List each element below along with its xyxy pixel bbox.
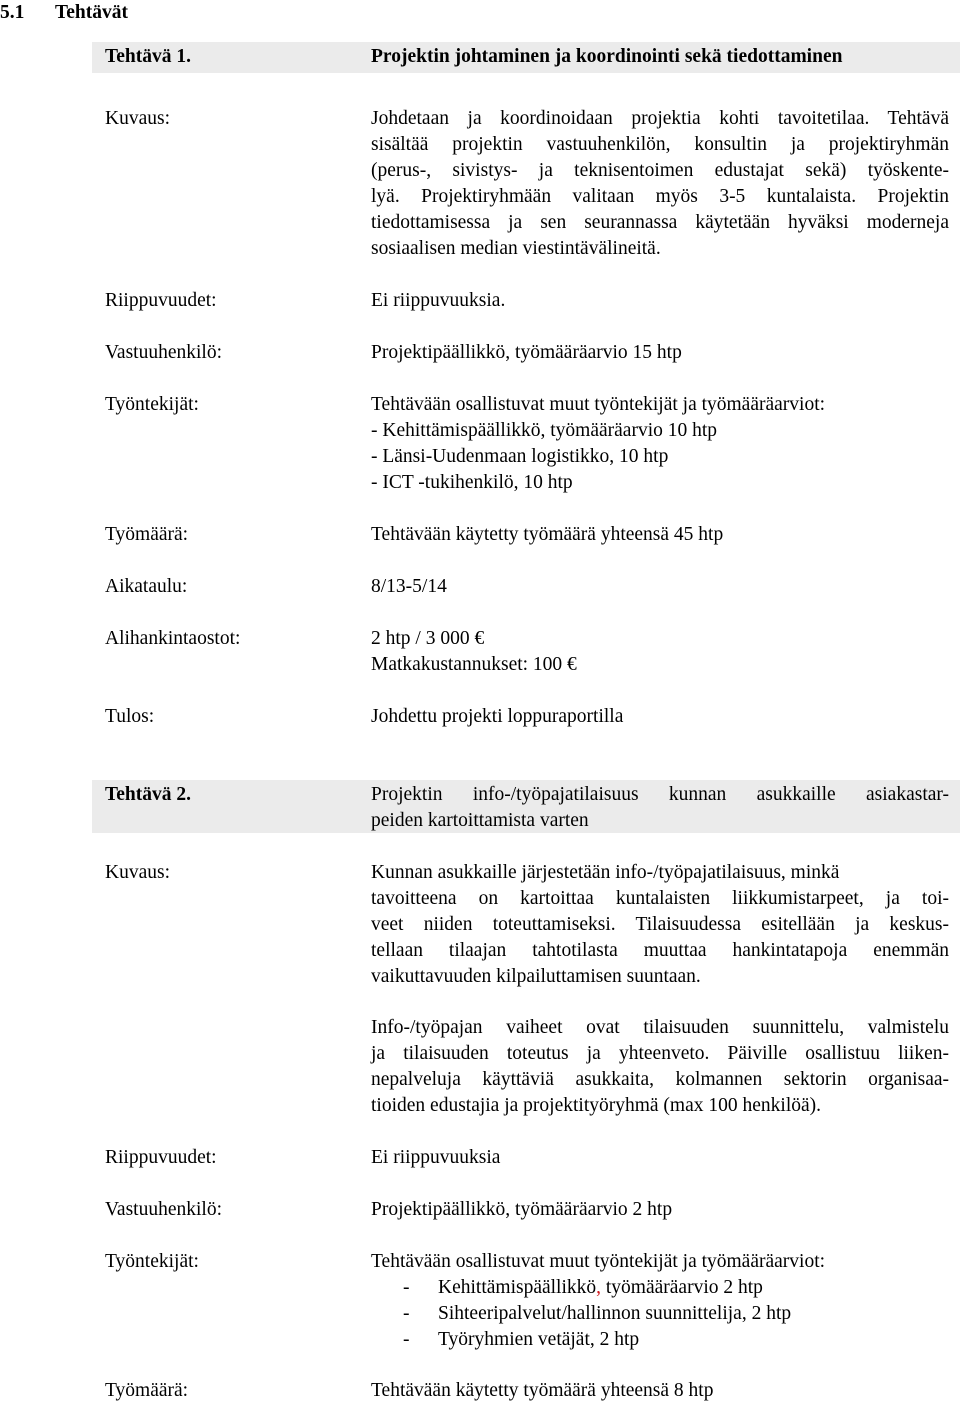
list-item: - Länsi-Uudenmaan logistikko, 10 htp (371, 446, 669, 467)
section-title: Tehtävät (55, 2, 128, 23)
list-item-text: Kehittämispäällikkö (438, 1277, 597, 1298)
task1-label: Tehtävä 1. (105, 46, 191, 67)
text-line: Info-/työpajan vaiheet ovat tilaisuuden suunnittelu, valmistelu (371, 1017, 949, 1038)
task1-tulos-label: Tulos: (105, 706, 155, 727)
tyontekijat-intro: Tehtävään osallistuvat muut työntekijät ja työmääräarviot: (371, 394, 826, 415)
text-line: sisältää projektin vastuuhenkilön, konsultin ja projektiryhmän (371, 134, 949, 155)
text-line: (perus-, sivistys- ja teknisentoimen edustajat sekä) työskente- (371, 160, 949, 181)
list-dash: - (403, 1277, 410, 1298)
task1-tyomaara-label: Työmäärä: (105, 524, 189, 545)
task2-vastuuhenkilo: Projektipäällikkö, työmääräarvio 2 htp (371, 1199, 673, 1220)
text-line: Matkakustannukset: 100 € (371, 654, 577, 675)
task2-tyontekijat (371, 1249, 949, 1353)
text-line: Johdetaan ja koordinoidaan projektia kohti tavoitetilaa. Tehtävä (371, 108, 949, 129)
text-line: peiden kartoittamista varten (371, 810, 589, 831)
text-line: ja tilaisuuden toteutus ja yhteenveto. Päiville osallistuu liiken- (371, 1043, 949, 1064)
task1-tyomaara: Tehtävään käytetty työmäärä yhteensä 45 htp (371, 524, 724, 545)
task1-riippuvuudet: Ei riippuvuuksia. (371, 290, 506, 311)
list-item-text: työmääräarvio 2 htp (601, 1277, 763, 1298)
list-item: - ICT -tukihenkilö, 10 htp (371, 472, 573, 493)
task1-tyontekijat-label: Työntekijät: (105, 394, 199, 415)
list-item (371, 1327, 949, 1353)
task2-title (371, 782, 949, 834)
task1-vastuuhenkilo-label: Vastuuhenkilö: (105, 342, 222, 363)
task2-tyomaara: Tehtävään käytetty työmäärä yhteensä 8 htp (371, 1380, 714, 1401)
task2-riippuvuudet-label: Riippuvuudet: (105, 1147, 217, 1168)
task1-kuvaus-label: Kuvaus: (105, 108, 170, 129)
task1-riippuvuudet-label: Riippuvuudet: (105, 290, 217, 311)
section-heading (0, 0, 128, 26)
task2-vastuuhenkilo-label: Vastuuhenkilö: (105, 1199, 222, 1220)
text-line: 2 htp / 3 000 € (371, 628, 485, 649)
text-line: tiedottamisessa ja sen seurannassa käytetään hyväksi moderneja (371, 212, 949, 233)
task2-tyontekijat-label: Työntekijät: (105, 1251, 199, 1272)
section-number: 5.1 (0, 2, 25, 23)
text-line: tioiden edustajia ja projektityöryhmä (max 100 henkilöä). (371, 1095, 822, 1116)
list-item (371, 1301, 949, 1327)
task1-aikataulu: 8/13-5/14 (371, 576, 447, 597)
list-item-text: Sihteeripalvelut/hallinnon suunnittelija, 2 htp (438, 1303, 792, 1324)
text-line: Kunnan asukkaille järjestetään info-/työpajatilaisuus, minkä (371, 862, 840, 883)
task2-riippuvuudet: Ei riippuvuuksia (371, 1147, 501, 1168)
task1-kuvaus (371, 106, 949, 262)
list-dash: - (403, 1303, 410, 1324)
tyontekijat-intro: Tehtävään osallistuvat muut työntekijät ja työmääräarviot: (371, 1251, 826, 1272)
text-line: lyä. Projektiryhmään valitaan myös 3-5 kuntalaista. Projektin (371, 186, 949, 207)
task1-tulos: Johdettu projekti loppuraportilla (371, 706, 624, 727)
task1-alihankinta (371, 626, 949, 678)
task1-alihankinta-label: Alihankintaostot: (105, 628, 241, 649)
text-line: sosiaalisen median viestintävälineitä. (371, 238, 661, 259)
task1-title: Projektin johtaminen ja koordinointi sekä tiedottaminen (371, 46, 843, 67)
list-item: - Kehittämispäällikkö, työmääräarvio 10 htp (371, 420, 718, 441)
list-dash: - (403, 1329, 410, 1350)
task2-label: Tehtävä 2. (105, 784, 191, 805)
task2-kuvaus-label: Kuvaus: (105, 862, 170, 883)
text-line: tellaan tilaajan tahtotilasta muuttaa hankintatapoja enemmän (371, 940, 949, 961)
task2-tyomaara-label: Työmäärä: (105, 1380, 189, 1401)
text-line: vaikuttavuuden kilpailuttamisen suuntaan. (371, 966, 701, 987)
text-line: Projektin info-/työpajatilaisuus kunnan asukkaille asiakastar- (371, 784, 949, 805)
task1-tyontekijat (371, 392, 949, 496)
highlighted-comma: , (596, 1277, 602, 1298)
text-line: veet niiden toteuttamiseksi. Tilaisuudessa esitellään ja keskus- (371, 914, 949, 935)
list-item (371, 1275, 949, 1301)
task1-vastuuhenkilo: Projektipäällikkö, työmääräarvio 15 htp (371, 342, 682, 363)
task1-aikataulu-label: Aikataulu: (105, 576, 188, 597)
task2-kuvaus-para2 (371, 1015, 949, 1119)
task2-kuvaus-para1 (371, 860, 949, 990)
text-line: nepalveluja käyttäviä asukkaita, kolmannen sektorin organisaa- (371, 1069, 949, 1090)
text-line: tavoitteena on kartoittaa kuntalaisten liikkumistarpeet, ja toi- (371, 888, 949, 909)
list-item-text: Työryhmien vetäjät, 2 htp (438, 1329, 640, 1350)
